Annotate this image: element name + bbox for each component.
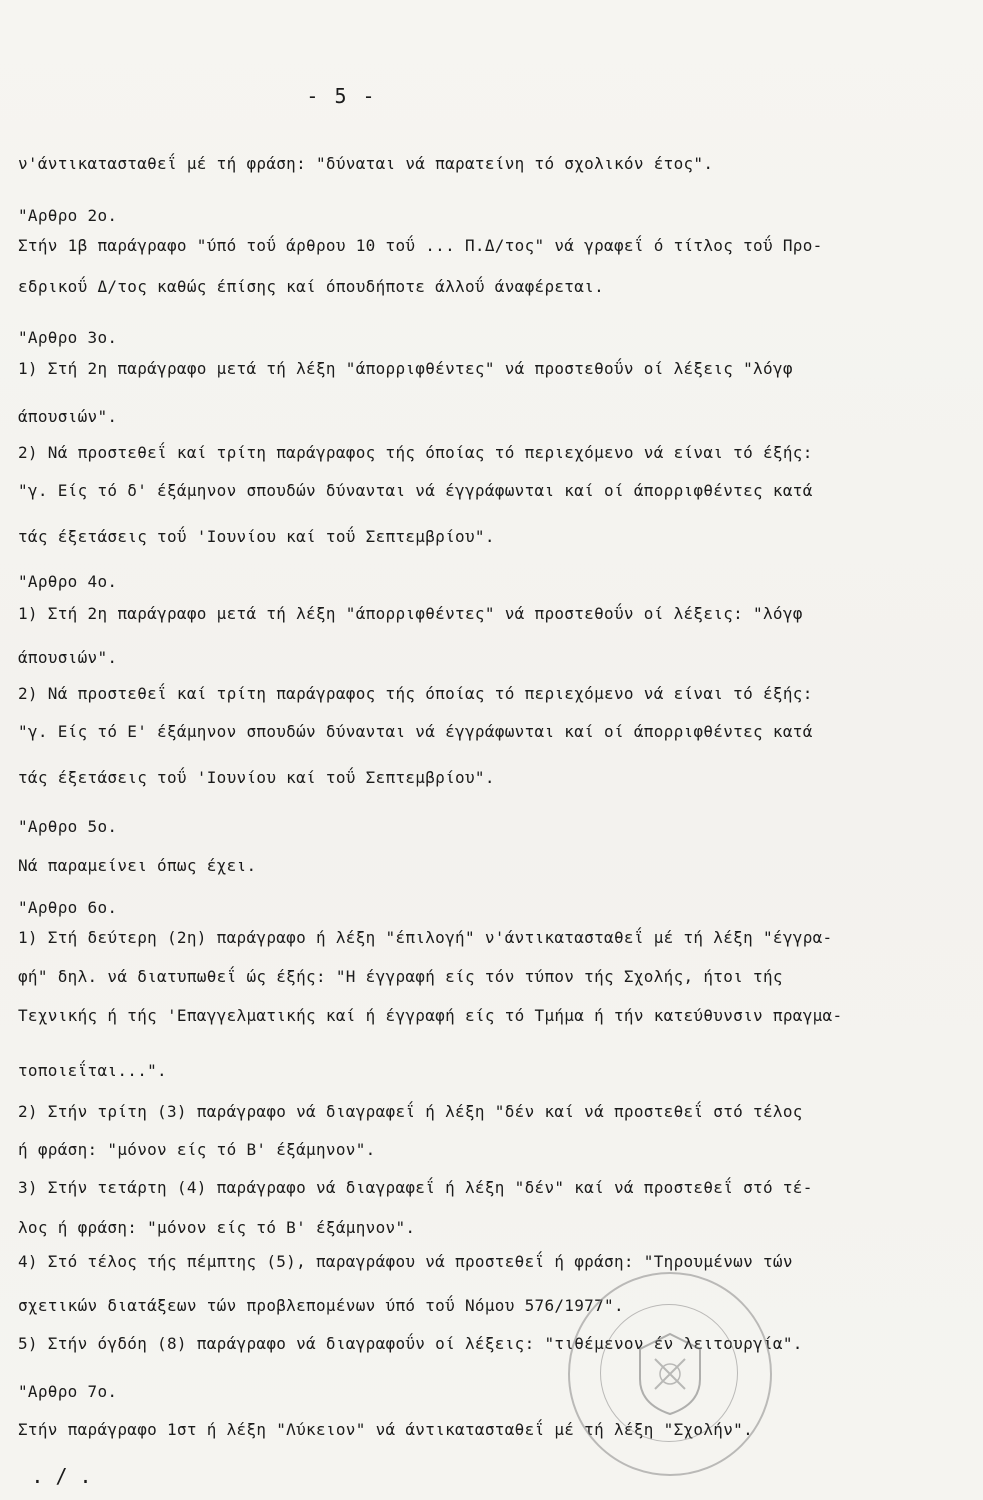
- text-line: άπουσιών".: [18, 648, 118, 667]
- text-line: τάς έξετάσεις τοΰ 'Ιουνίου καί τοΰ Σεπτεμβρίου".: [18, 527, 495, 546]
- article-heading-5: "Αρθρο 5ο.: [18, 817, 118, 836]
- text-line: τάς έξετάσεις τοΰ 'Ιουνίου καί τοΰ Σεπτεμβρίου".: [18, 768, 495, 787]
- text-line: 2) Νά προστεθεΐ καί τρίτη παράγραφος τής όποίας τό περιεχόμενο νά είναι τό έξής:: [18, 684, 813, 703]
- bleed-through-text: [560, 150, 960, 1400]
- continuation-mark: . / .: [31, 1464, 92, 1488]
- text-line: 1) Στή 2η παράγραφο μετά τή λέξη "άπορριφθέντες" νά προστεθοΰν οί λέξεις: "λόγφ: [18, 604, 803, 623]
- text-line: Νά παραμείνει όπως έχει.: [18, 856, 257, 875]
- text-line: 2) Νά προστεθεΐ καί τρίτη παράγραφος τής όποίας τό περιεχόμενο νά είναι τό έξής:: [18, 443, 813, 462]
- text-line: ν'άντικατασταθεΐ μέ τή φράση: "δύναται νά παρατείνη τό σχολικόν έτος".: [18, 154, 714, 173]
- text-line: 4) Στό τέλος τής πέμπτης (5), παραγράφου νά προστεθεΐ ή φράση: "Τηρουμένων τών: [18, 1252, 793, 1271]
- text-line: "γ. Είς τό Ε' έξάμηνον σπουδών δύνανται νά έγγράφωνται καί οί άπορριφθέντες κατά: [18, 722, 813, 741]
- article-heading-2: "Αρθρο 2ο.: [18, 206, 118, 225]
- text-line: ή φράση: "μόνον είς τό Β' έξάμηνον".: [18, 1140, 376, 1159]
- article-heading-7: "Αρθρο 7ο.: [18, 1382, 118, 1401]
- article-heading-4: "Αρθρο 4ο.: [18, 572, 118, 591]
- text-line: 1) Στή δεύτερη (2η) παράγραφο ή λέξη "έπιλογή" ν'άντικατασταθεΐ μέ τή λέξη "έγγρα-: [18, 928, 833, 947]
- page-number: - 5 -: [306, 84, 377, 108]
- text-line: εδρικοΰ Δ/τος καθώς έπίσης καί όπουδήποτε άλλοΰ άναφέρεται.: [18, 277, 605, 296]
- seal-emblem-icon: [630, 1329, 710, 1419]
- text-line: λος ή φράση: "μόνον είς τό Β' έξάμηνον".: [18, 1218, 416, 1237]
- article-heading-6: "Αρθρο 6ο.: [18, 898, 118, 917]
- text-line: "γ. Είς τό δ' έξάμηνον σπουδών δύνανται νά έγγράφωνται καί οί άπορριφθέντες κατά: [18, 481, 813, 500]
- text-line: Στήν 1β παράγραφο "ύπό τοΰ άρθρου 10 τοΰ ... Π.Δ/τος" νά γραφεΐ ό τίτλος τοΰ Προ-: [18, 236, 823, 255]
- text-line: 3) Στήν τετάρτη (4) παράγραφο νά διαγραφεΐ ή λέξη "δέν" καί νά προστεθεΐ στό τέ-: [18, 1178, 813, 1197]
- text-line: Στήν παράγραφο 1στ ή λέξη "Λύκειον" νά άντικατασταθεΐ μέ τή λέξη "Σχολήν".: [18, 1420, 754, 1439]
- text-line: φή" δηλ. νά διατυπωθεΐ ώς έξής: "Η έγγραφή είς τόν τύπον τής Σχολής, ήτοι τής: [18, 967, 783, 986]
- text-line: άπουσιών".: [18, 407, 118, 426]
- text-line: Τεχνικής ή τής 'Επαγγελματικής καί ή έγγραφή είς τό Τμήμα ή τήν κατεύθυνσιν πραγμα-: [18, 1006, 843, 1025]
- text-line: 1) Στή 2η παράγραφο μετά τή λέξη "άπορριφθέντες" νά προστεθοΰν οί λέξεις "λόγφ: [18, 359, 793, 378]
- text-line: τοποιεΐται...".: [18, 1061, 167, 1080]
- article-heading-3: "Αρθρο 3ο.: [18, 328, 118, 347]
- text-line: 5) Στήν όγδόη (8) παράγραφο νά διαγραφοΰν οί λέξεις: "τιθέμενον έν λειτουργία".: [18, 1334, 803, 1353]
- text-line: σχετικών διατάξεων τών προβλεπομένων ύπό τοΰ Νόμου 576/1977".: [18, 1296, 624, 1315]
- official-seal-stamp: [568, 1272, 772, 1476]
- text-line: 2) Στήν τρίτη (3) παράγραφο νά διαγραφεΐ ή λέξη "δέν καί νά προστεθεΐ στό τέλος: [18, 1102, 803, 1121]
